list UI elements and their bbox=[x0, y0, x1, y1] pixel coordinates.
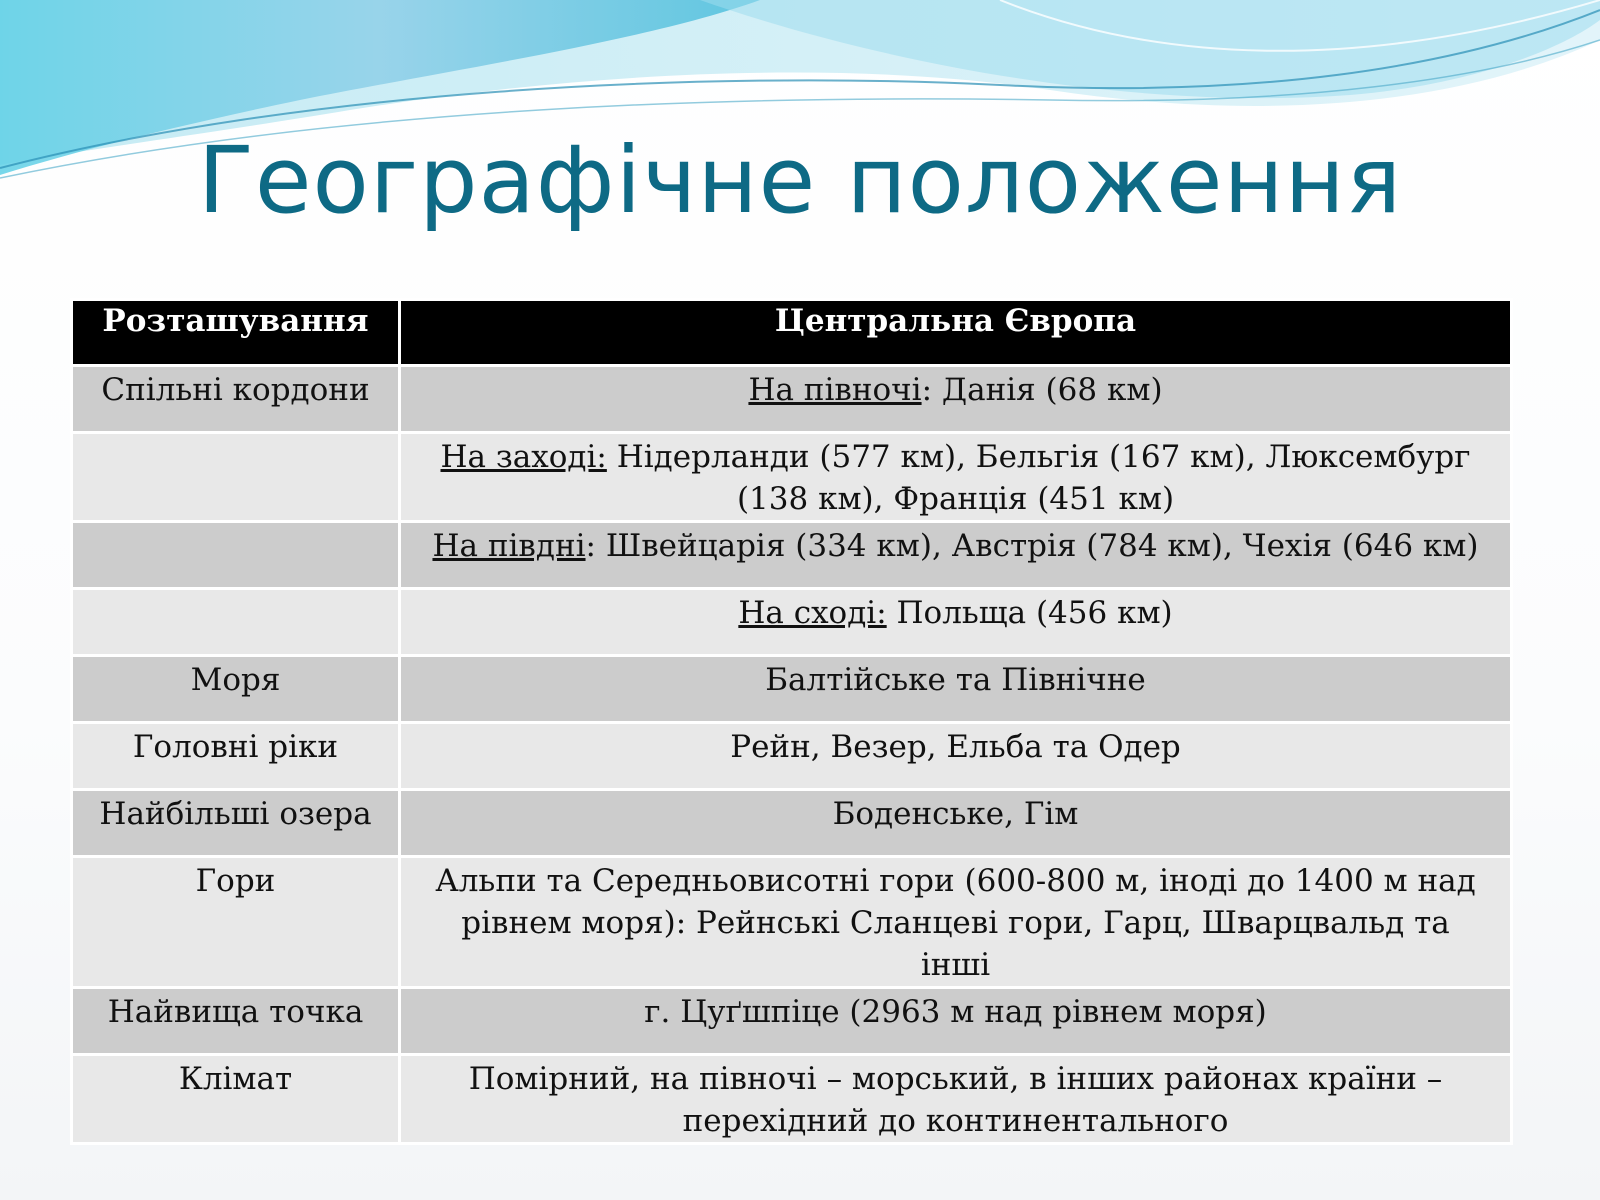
table-row bbox=[72, 988, 1512, 1055]
border-text: Данія (68 км) bbox=[932, 372, 1163, 408]
page-title: Географічне положення bbox=[197, 127, 1403, 234]
row-label: Головні ріки bbox=[72, 723, 400, 790]
row-value: Боденське, Гім bbox=[400, 790, 1512, 857]
row-value: Помірний, на півночі – морський, в інших районах країни – перехідний до континентального bbox=[400, 1055, 1512, 1144]
row-label bbox=[72, 589, 400, 656]
direction-label: На півночі bbox=[748, 372, 922, 408]
direction-label: На сході: bbox=[738, 595, 887, 631]
table-row bbox=[72, 723, 1512, 790]
border-text: Нідерланди (577 км), Бельгія (167 км), Люксембург (138 км), Франція (451 км) bbox=[606, 439, 1471, 517]
row-label bbox=[72, 522, 400, 589]
row-value: Альпи та Середньовисотні гори (600-800 м, іноді до 1400 м над рівнем моря): Рейнські Сланцеві гори, Гарц, Шварцвальд та інші bbox=[400, 857, 1512, 988]
border-text: Швейцарія (334 км), Австрія (784 км), Чехія (646 км) bbox=[595, 528, 1479, 564]
row-label: Найвища точка bbox=[72, 988, 400, 1055]
header-location: Розташування bbox=[72, 300, 400, 366]
row-value bbox=[400, 522, 1512, 589]
table-header-row bbox=[72, 300, 1512, 366]
table-row bbox=[72, 366, 1512, 433]
table-row bbox=[72, 433, 1512, 522]
row-label: Моря bbox=[72, 656, 400, 723]
direction-label: На півдні bbox=[432, 528, 586, 564]
direction-label: На заході: bbox=[440, 439, 607, 475]
separator: : bbox=[585, 528, 596, 564]
row-value bbox=[400, 589, 1512, 656]
row-label: Спільні кордони bbox=[72, 366, 400, 433]
row-value bbox=[400, 433, 1512, 522]
table-row bbox=[72, 1055, 1512, 1144]
row-label: Гори bbox=[72, 857, 400, 988]
row-label: Найбільші озера bbox=[72, 790, 400, 857]
row-label: Клімат bbox=[72, 1055, 400, 1144]
table-row bbox=[72, 857, 1512, 988]
geography-table bbox=[70, 298, 1513, 1145]
table-row bbox=[72, 522, 1512, 589]
row-value: г. Цуґшпіце (2963 м над рівнем моря) bbox=[400, 988, 1512, 1055]
table-row bbox=[72, 656, 1512, 723]
row-value: Рейн, Везер, Ельба та Одер bbox=[400, 723, 1512, 790]
table-row bbox=[72, 790, 1512, 857]
table-row bbox=[72, 589, 1512, 656]
separator: : bbox=[921, 372, 933, 408]
row-label bbox=[72, 433, 400, 522]
row-value: Балтійське та Північне bbox=[400, 656, 1512, 723]
header-central-europe: Центральна Європа bbox=[400, 300, 1512, 366]
border-text: Польща (456 км) bbox=[886, 595, 1173, 631]
row-value bbox=[400, 366, 1512, 433]
